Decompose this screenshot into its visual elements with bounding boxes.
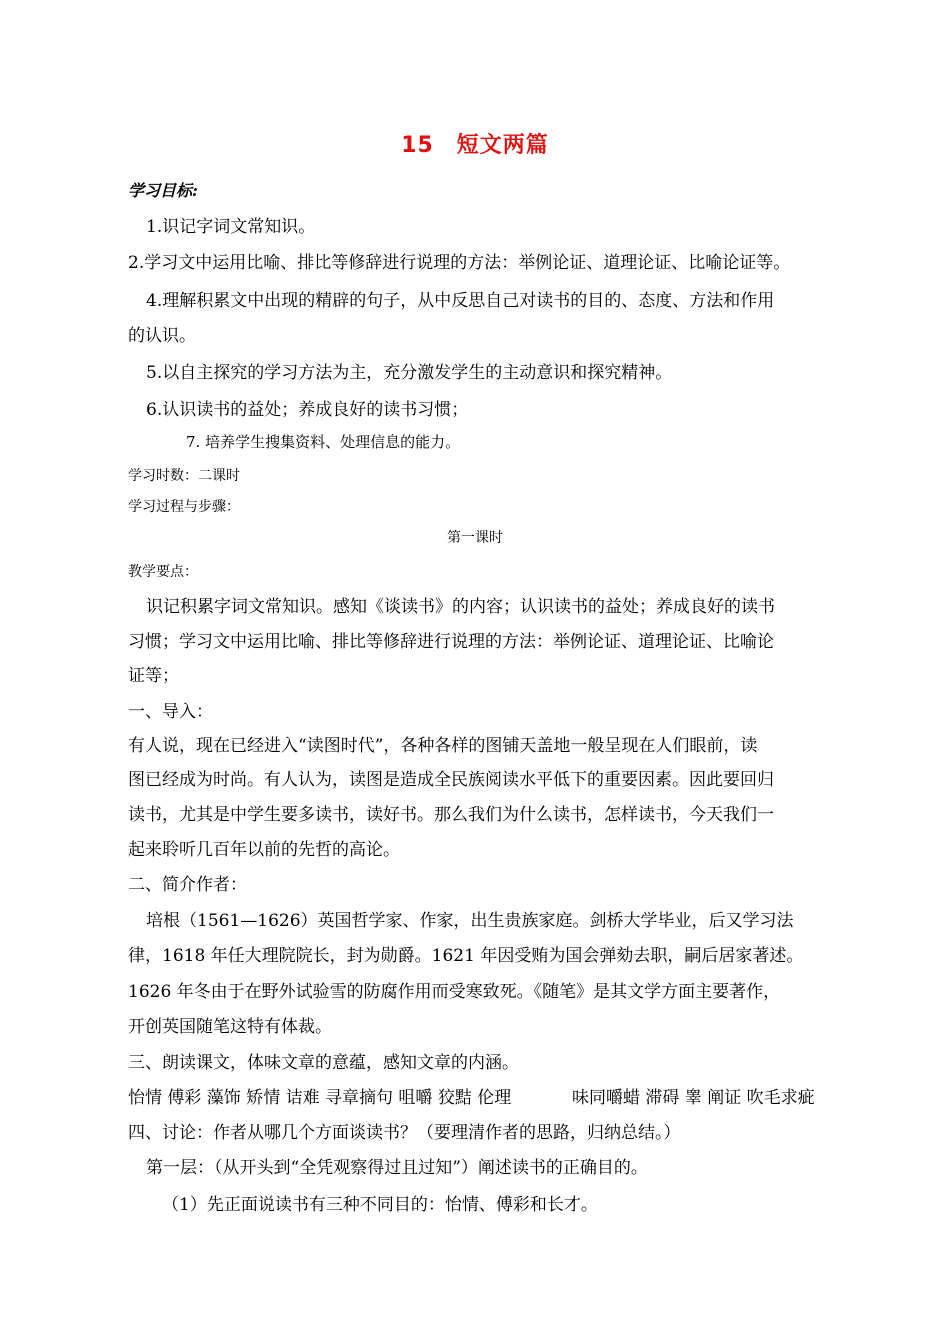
goal-item: 4.理解积累文中出现的精辟的句子，从中反思自己对读书的目的、态度、方法和作用 [146, 291, 775, 311]
section1-heading: 一、导入： [128, 702, 213, 722]
vocab-list-left: 怡情 傅彩 藻饰 矫情 诘难 寻章摘句 咀嚼 狡黠 伦理 [128, 1088, 512, 1108]
layer1-text: 第一层：（从开头到“全凭观察得过且过知”）阐述读书的正确目的。 [146, 1158, 648, 1178]
key-points-heading: 教学要点： [128, 564, 198, 580]
key-points-line: 识记积累字词文常知识。感知《谈读书》的内容；认识读书的益处；养成良好的读书 [146, 597, 775, 617]
lesson-heading: 第一课时 [447, 530, 503, 546]
key-points-line: 证等； [128, 666, 179, 686]
section2-line: 开创英国随笔这特有体裁。 [128, 1017, 332, 1037]
section2-line: 培根（1561—1626）英国哲学家、作家，出生贵族家庭。剑桥大学毕业，后又学习法 [146, 911, 794, 931]
goal-item: 6.认识读书的益处；养成良好的读书习惯； [146, 400, 469, 420]
section2-heading: 二、简介作者： [128, 875, 247, 895]
vocab-list-right: 味同嚼蜡 滞碍 睾 阐证 吹毛求疵 [572, 1088, 815, 1108]
goals-heading: 学习目标: [128, 181, 198, 200]
section1-line: 起来聆听几百年以前的先哲的高论。 [128, 840, 400, 860]
page-title: 15 短文两篇 [401, 133, 549, 158]
section3-heading: 三、朗读课文，体味文章的意蕴，感知文章的内涵。 [128, 1053, 519, 1073]
section1-line: 图已经成为时尚。有人认为，读图是造成全民族阅读水平低下的重要因素。因此要回归 [128, 770, 774, 790]
section2-line: 律，1618 年任大理院院长，封为勋爵。1621 年因受贿为国会弹劾去职，嗣后居家著述。 [128, 946, 804, 966]
goal-item: 5.以自主探究的学习方法为主，充分激发学生的主动意识和探究精神。 [146, 363, 673, 383]
key-points-line: 习惯；学习文中运用比喻、排比等修辞进行说理的方法：举例论证、道理论证、比喻论 [128, 632, 774, 652]
section4-heading: 四、讨论：作者从哪几个方面谈读书？（要理清作者的思路，归纳总结。） [128, 1123, 681, 1143]
process-heading: 学习过程与步骤： [128, 499, 240, 515]
section1-line: 有人说，现在已经进入“读图时代”，各种各样的图铺天盖地一般呈现在人们眼前，读 [128, 736, 758, 756]
section2-line: 1626 年冬由于在野外试验雪的防腐作用而受寒致死。《随笔》是其文学方面主要著作， [128, 982, 781, 1002]
goal-item-continued: 的认识。 [128, 326, 196, 346]
layer1-point: （1）先正面说读书有三种不同目的：怡情、傅彩和长才。 [162, 1195, 598, 1215]
goal-item: 1.识记字词文常知识。 [146, 217, 316, 237]
study-hours: 学习时数：二课时 [128, 468, 240, 484]
section1-line: 读书，尤其是中学生要多读书，读好书。那么我们为什么读书，怎样读书，今天我们一 [128, 805, 774, 825]
goal-item: 2.学习文中运用比喻、排比等修辞进行说理的方法：举例论证、道理论证、比喻论证等。 [128, 253, 791, 273]
goal-item: 7. 培养学生搜集资料、处理信息的能力。 [186, 433, 461, 451]
